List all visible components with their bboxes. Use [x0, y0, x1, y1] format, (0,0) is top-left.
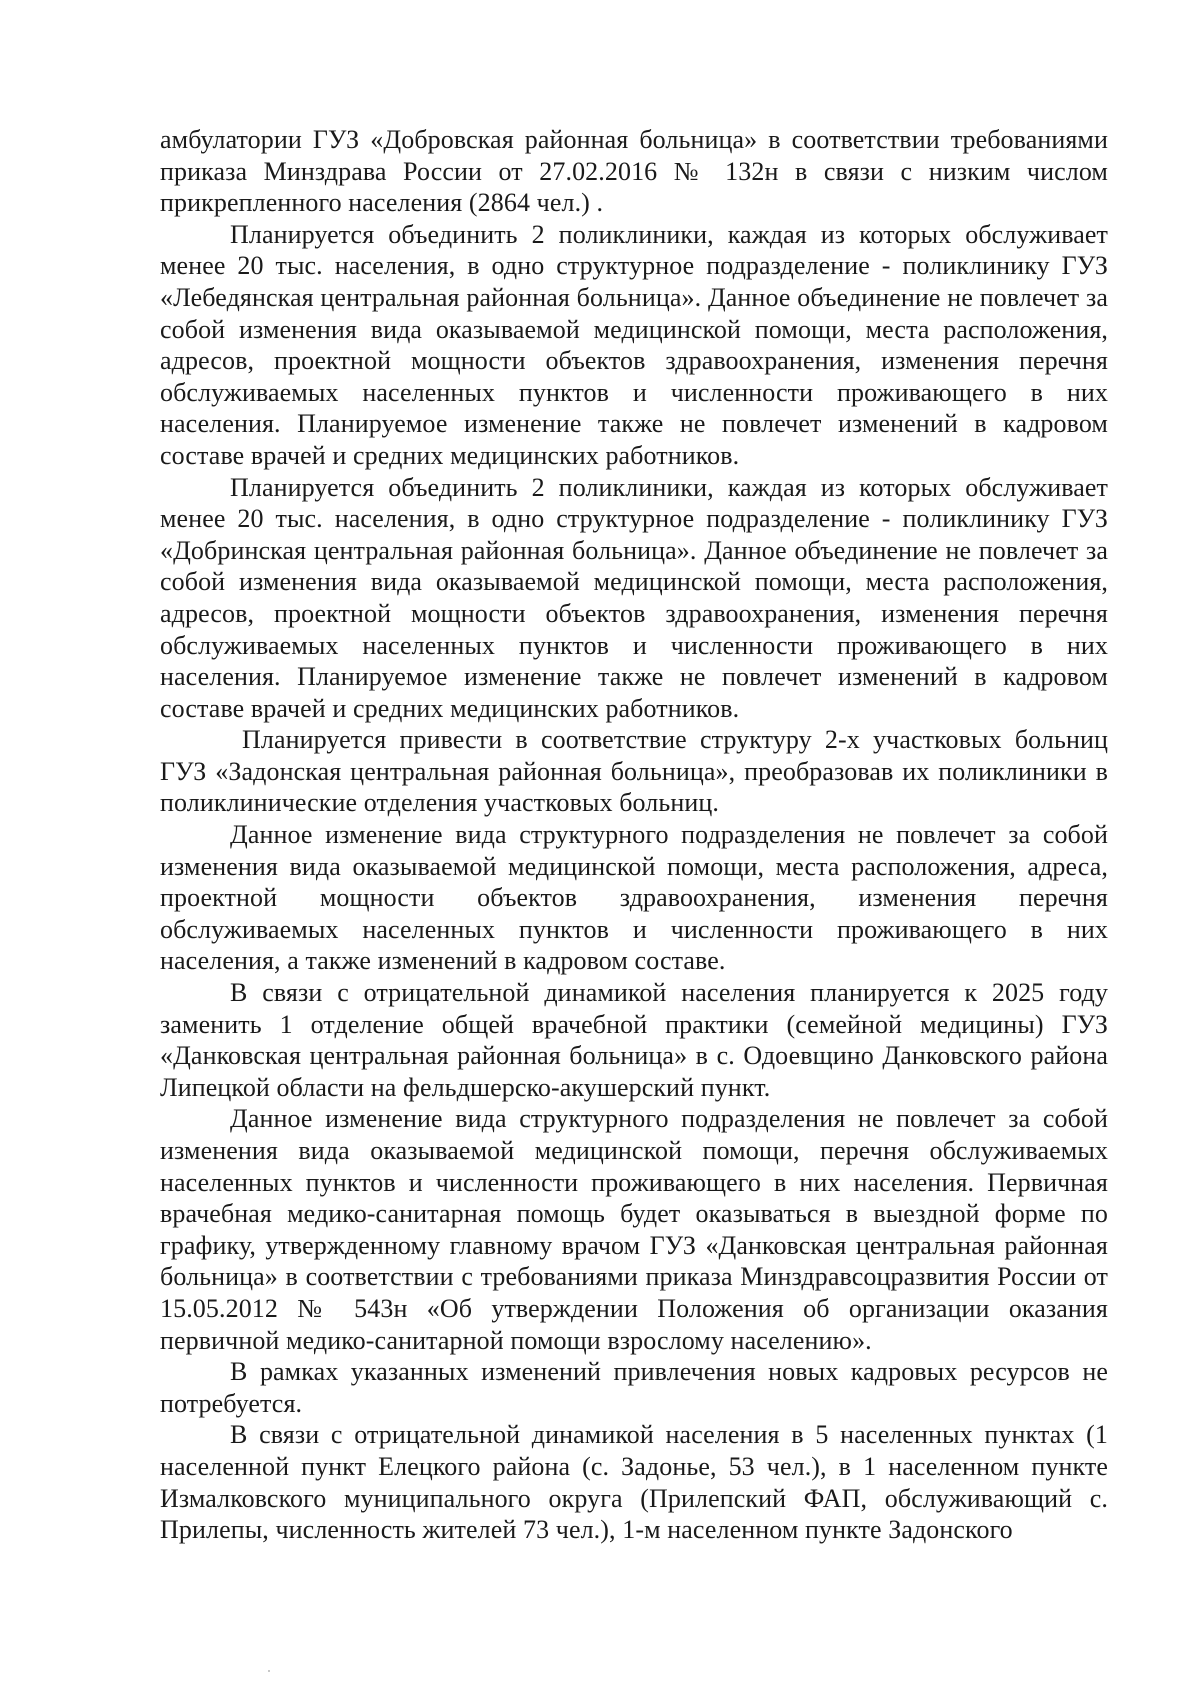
paragraph-zadonsk-effects: Данное изменение вида структурного подразделения не повлечет за собой изменения вида оказываемой медицинской помощи, места расположения, адреса, проектной мощности объектов здравоохранения, изменения перечня обслуживаемых населенных пунктов и численности проживающего в них населения, а также изменений в кадровом составе.	[160, 820, 1108, 976]
paragraph-continuation: амбулатории ГУЗ «Добровская районная больница» в соответствии требованиями приказа Минздрава России от 27.02.2016 № 132н в связи с низким числом прикрепленного населения (2864 чел.) .	[160, 125, 1108, 218]
scan-speck	[268, 1670, 270, 1672]
paragraph-dankov: В связи с отрицательной динамикой населения планируется к 2025 году заменить 1 отделение общей врачебной практики (семейной медицины) ГУЗ «Данковская центральная районная больница» в с. Одоевщино Данковского района Липецкой области на фельдшерско-акушерский пункт.	[160, 978, 1108, 1102]
paragraph-dobrinka: Планируется объединить 2 поликлиники, каждая из которых обслуживает менее 20 тыс. населения, в одно структурное подразделение - поликлинику ГУЗ «Добринская центральная районная больница». Данное объединение не повлечет за собой изменения вида оказываемой медицинской помощи, места расположения, адресов, проектной мощности объектов здравоохранения, изменения перечня обслуживаемых населенных пунктов и численности проживающего в них населения. Планируемое изменение также не повлечет изменений в кадровом составе врачей и средних медицинских работников.	[160, 472, 1108, 723]
paragraph-lebedyan: Планируется объединить 2 поликлиники, каждая из которых обслуживает менее 20 тыс. населения, в одно структурное подразделение - поликлинику ГУЗ «Лебедянская центральная районная больница». Данное объединение не повлечет за собой изменения вида оказываемой медицинской помощи, места расположения, адресов, проектной мощности объектов здравоохранения, изменения перечня обслуживаемых населенных пунктов и численности проживающего в них населения. Планируемое изменение также не повлечет изменений в кадровом составе врачей и средних медицинских работников.	[160, 219, 1108, 470]
paragraph-staffing: В рамках указанных изменений привлечения новых кадровых ресурсов не потребуется.	[160, 1357, 1108, 1418]
paragraph-population-decline: В связи с отрицательной динамикой населения в 5 населенных пунктах (1 населенной пункт Елецкого района (с. Задонье, 53 чел.), в 1 населенном пункте Измалковского муниципального округа (Прилепский ФАП, обслуживающий с. Прилепы, численность жителей 73 чел.), 1-м населенном пункте Задонского	[160, 1420, 1108, 1545]
paragraph-dankov-effects: Данное изменение вида структурного подразделения не повлечет за собой изменения вида оказываемой медицинской помощи, перечня обслуживаемых населенных пунктов и численности проживающего в них населения. Первичная врачебная медико-санитарная помощь будет оказываться в выездной форме по графику, утвержденному главному врачом ГУЗ «Данковская центральная районная больница» в соответствии с требованиями приказа Минздравсоцразвития России от 15.05.2012 № 543н «Об утверждении Положения об организации оказания первичной медико-санитарной помощи взрослому населению».	[160, 1104, 1108, 1355]
document-body	[160, 124, 1108, 1546]
paragraph-zadonsk: Планируется привести в соответствие структуру 2-х участковых больниц ГУЗ «Задонская центральная районная больница», преобразовав их поликлиники в поликлинические отделения участковых больниц.	[160, 725, 1108, 818]
